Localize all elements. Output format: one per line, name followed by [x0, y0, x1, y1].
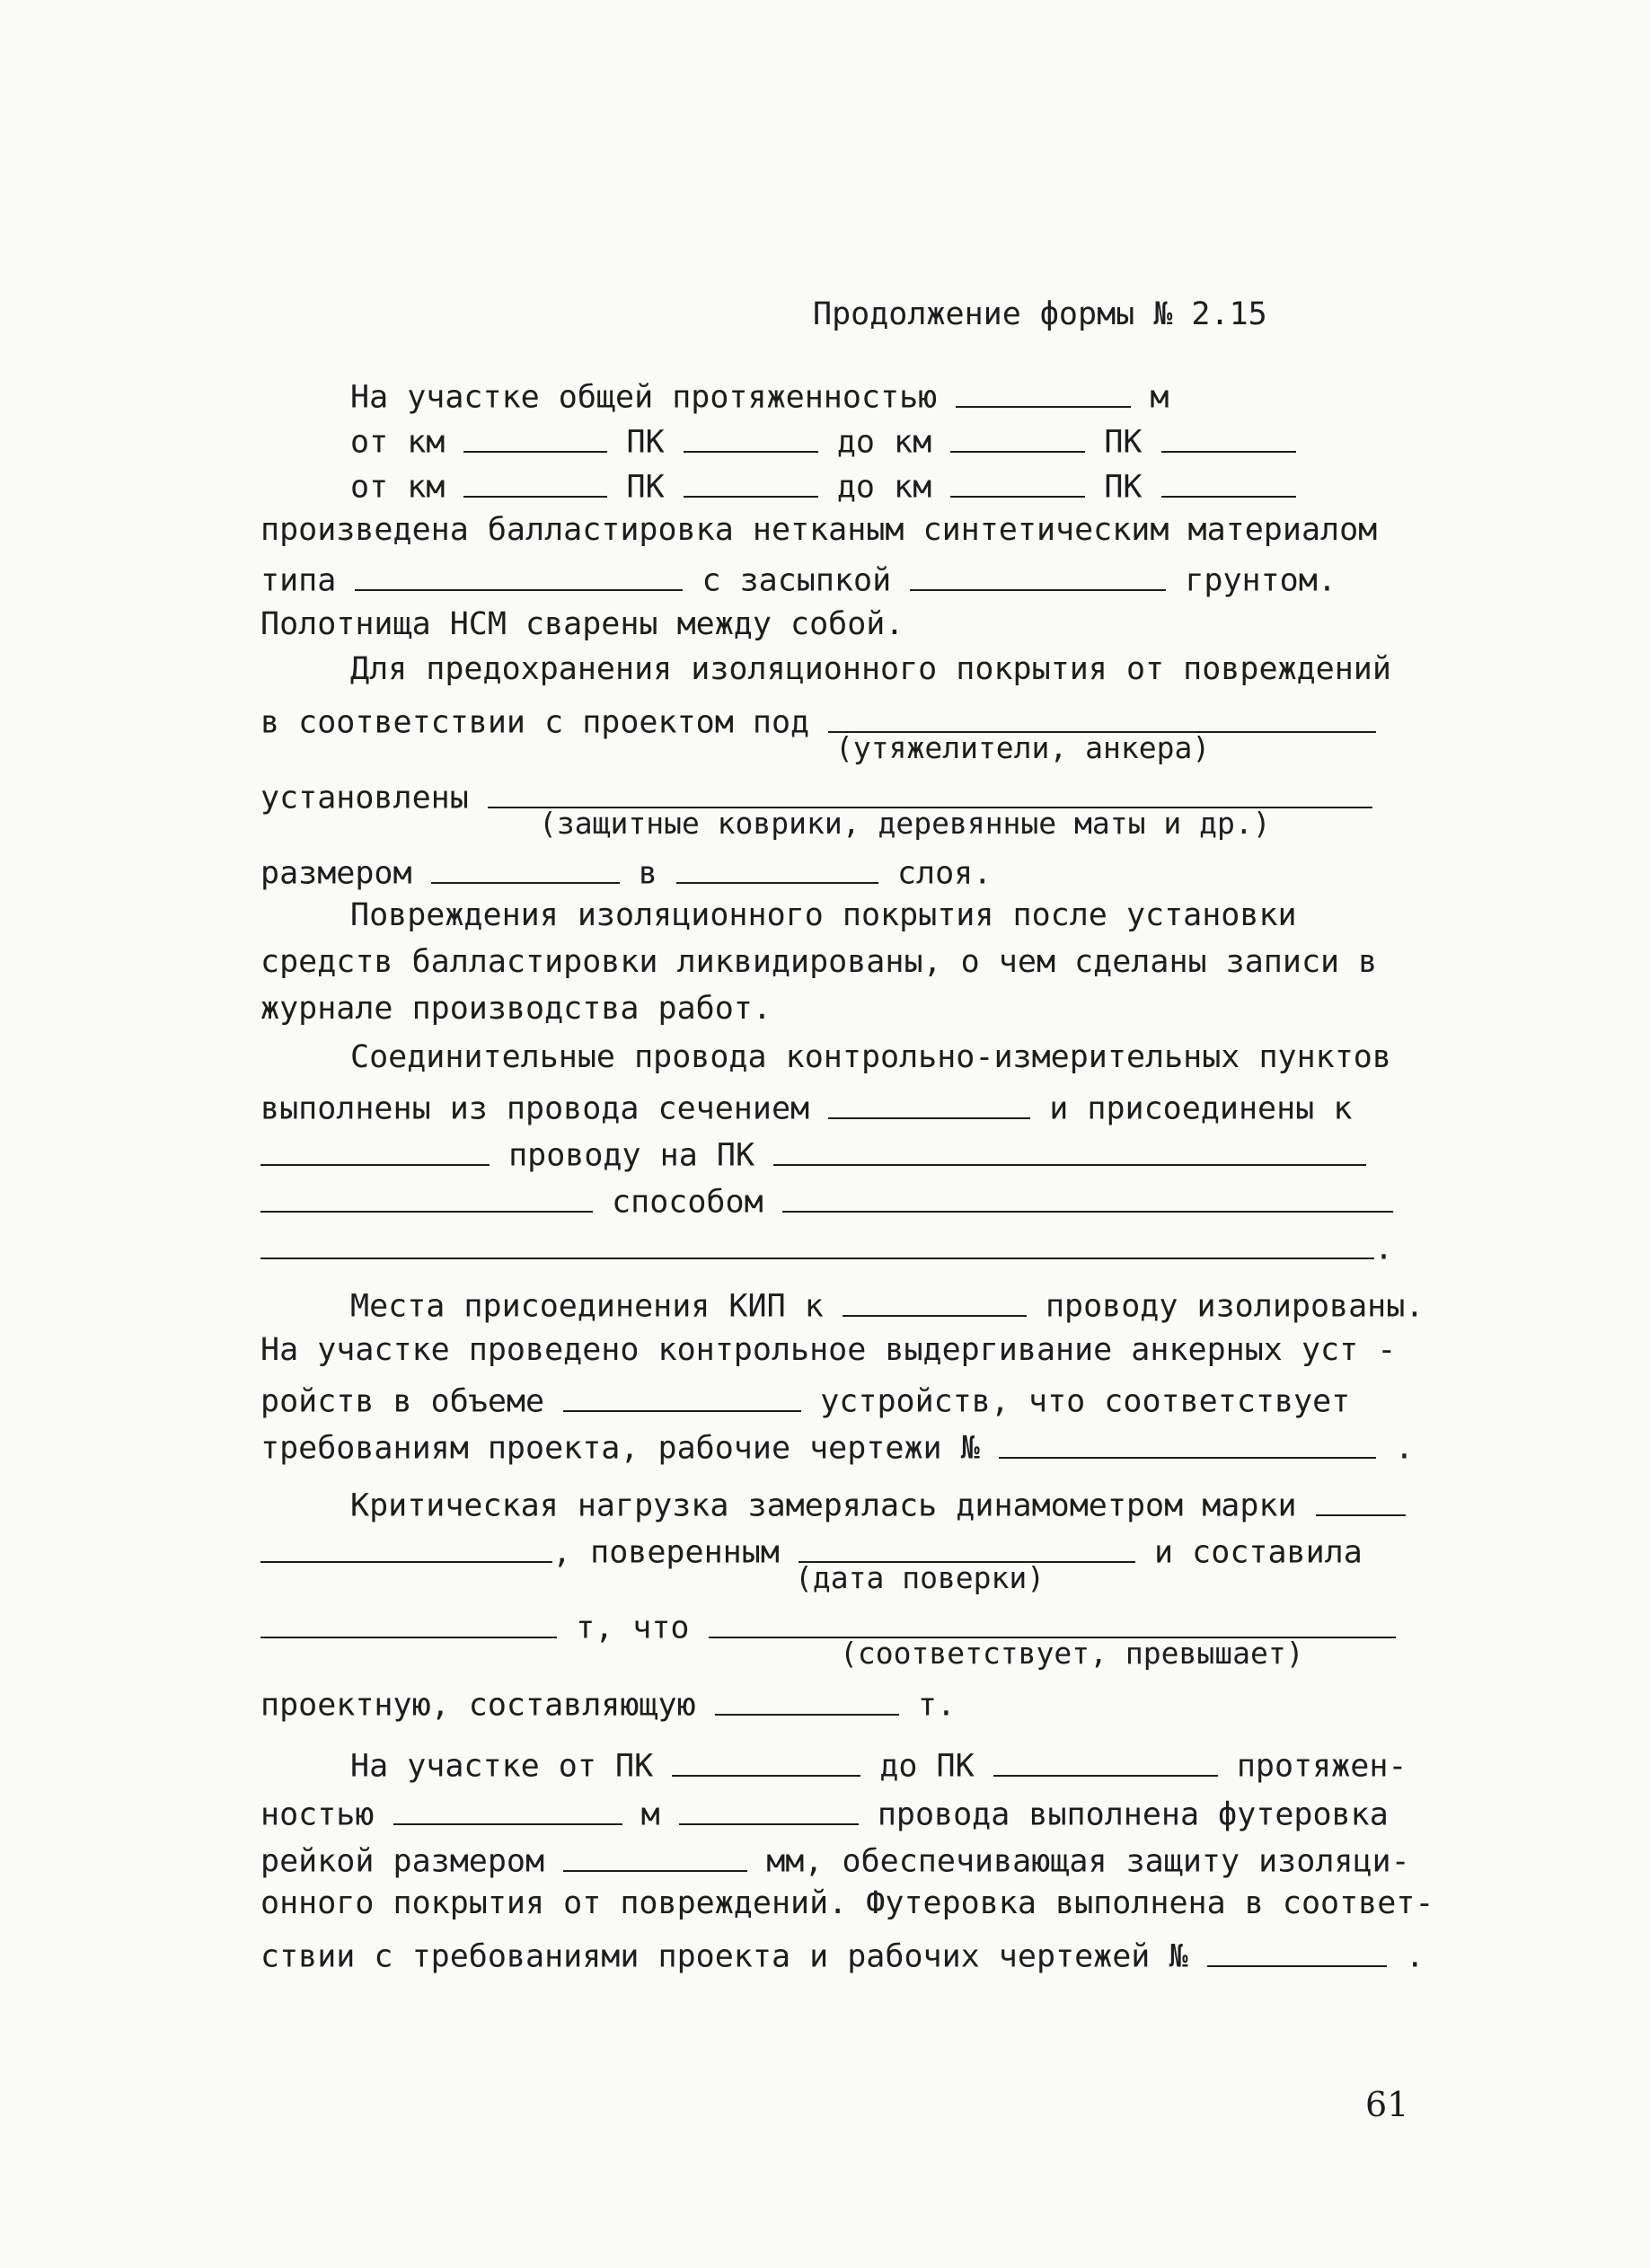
size-field[interactable]: [431, 853, 620, 884]
design-load-line: проектную, составляющую т.: [260, 1685, 956, 1722]
dynamometer-brand-field[interactable]: [1316, 1486, 1406, 1516]
load-value-field[interactable]: [260, 1608, 557, 1638]
material-type-field[interactable]: [355, 560, 683, 591]
method-prefix-field[interactable]: [260, 1182, 593, 1213]
damage-text-1: Повреждения изоляционного покрытия после установки: [350, 897, 1297, 933]
compliance-hint: (соответствует, превышает): [840, 1636, 1304, 1671]
anchor-test-text: На участке проведено контрольное выдергивание анкерных уст -: [260, 1332, 1397, 1368]
wire-pk-line: проводу на ПК: [260, 1135, 1366, 1172]
connecting-wires-text: Соединительные провода контрольно-измерительных пунктов: [350, 1039, 1391, 1075]
project-under-line: в соответствии с проектом под: [260, 702, 1376, 739]
size-layers-line: размером в слоя.: [260, 853, 992, 890]
drawings-line-2: ствии с требованиями проекта и рабочих чертежей № .: [260, 1937, 1425, 1973]
lining-wire-field[interactable]: [679, 1795, 859, 1825]
method-continuation-line: .: [260, 1229, 1393, 1266]
kip-connection-line: Места присоединения КИП к проводу изолированы.: [350, 1286, 1424, 1323]
weights-anchors-field[interactable]: [828, 702, 1376, 733]
verified-line: , поверенным и составила: [260, 1532, 1363, 1569]
drawings-number-field-2[interactable]: [1207, 1937, 1387, 1967]
method-field[interactable]: [782, 1182, 1393, 1213]
load-value-line: т, что: [260, 1608, 1396, 1645]
wire-type-field[interactable]: [260, 1135, 490, 1166]
total-length-field[interactable]: [956, 377, 1131, 408]
dynamometer-brand-cont-field[interactable]: [260, 1532, 552, 1563]
km-range-line-1: от км ПК до км ПК: [350, 422, 1296, 459]
verification-date-field[interactable]: [799, 1532, 1135, 1563]
to-km-field-1[interactable]: [950, 422, 1085, 453]
method-line: способом: [260, 1182, 1393, 1219]
form-continuation-title: Продолжение формы № 2.15: [813, 296, 1267, 332]
page-number: 61: [1365, 2085, 1409, 2124]
wire-section-line: выполнены из провода сечением и присоединены к: [260, 1089, 1352, 1125]
pk-field-3[interactable]: [684, 467, 818, 498]
from-km-field-2[interactable]: [463, 467, 607, 498]
anchor-volume-field[interactable]: [563, 1381, 801, 1412]
lining-from-pk-field[interactable]: [672, 1746, 860, 1777]
material-type-line: типа с засыпкой грунтом.: [260, 560, 1337, 597]
damage-text-3: журнале производства работ.: [260, 991, 772, 1027]
verification-date-hint: (дата поверки): [795, 1560, 1046, 1595]
lining-range-line: На участке от ПК до ПК протяжен-: [350, 1746, 1407, 1783]
protective-mats-field[interactable]: [488, 778, 1372, 808]
lining-to-pk-field[interactable]: [993, 1746, 1218, 1777]
backfill-field[interactable]: [910, 560, 1166, 591]
dynamometer-line: Критическая нагрузка замерялась динамометром марки: [350, 1486, 1406, 1522]
lining-length-field[interactable]: [393, 1795, 622, 1825]
design-load-field[interactable]: [715, 1685, 899, 1716]
ballasting-text: произведена балластировка нетканым синтетическим материалом: [260, 512, 1378, 548]
pk-field-4[interactable]: [1161, 467, 1296, 498]
weights-anchors-hint: (утяжелители, анкера): [835, 730, 1211, 765]
wire-pk-field[interactable]: [773, 1135, 1366, 1166]
damage-text-2: средств балластировки ликвидированы, о чем сделаны записи в: [260, 944, 1378, 980]
drawings-line-1: требованиям проекта, рабочие чертежи № .: [260, 1428, 1414, 1465]
layers-field[interactable]: [676, 853, 878, 884]
compliance-field[interactable]: [709, 1608, 1396, 1638]
installed-line: установлены: [260, 778, 1372, 815]
from-km-field-1[interactable]: [463, 422, 607, 453]
total-length-line: На участке общей протяженностью м: [350, 377, 1169, 414]
lining-size-field[interactable]: [563, 1841, 747, 1872]
anchor-volume-line: ройств в объеме устройств, что соответствует: [260, 1381, 1350, 1418]
lining-compliance-text: онного покрытия от повреждений. Футеровка выполнена в соответ-: [260, 1885, 1434, 1921]
pk-field-2[interactable]: [1161, 422, 1296, 453]
lining-size-line: рейкой размером мм, обеспечивающая защиту изоляци-: [260, 1841, 1410, 1878]
kip-wire-field[interactable]: [843, 1286, 1027, 1317]
protective-mats-hint: (защитные коврики, деревянные маты и др.): [539, 806, 1271, 841]
wire-section-field[interactable]: [828, 1089, 1030, 1119]
protection-text: Для предохранения изоляционного покрытия от повреждений: [350, 651, 1391, 687]
pk-field-1[interactable]: [684, 422, 818, 453]
to-km-field-2[interactable]: [950, 467, 1085, 498]
lining-length-line: ностью м провода выполнена футеровка: [260, 1795, 1389, 1831]
km-range-line-2: от км ПК до км ПК: [350, 467, 1296, 504]
drawings-number-field-1[interactable]: [999, 1428, 1376, 1459]
method-continuation-field[interactable]: [260, 1229, 1374, 1259]
welded-sheets-text: Полотнища НСМ сварены между собой.: [260, 606, 904, 642]
